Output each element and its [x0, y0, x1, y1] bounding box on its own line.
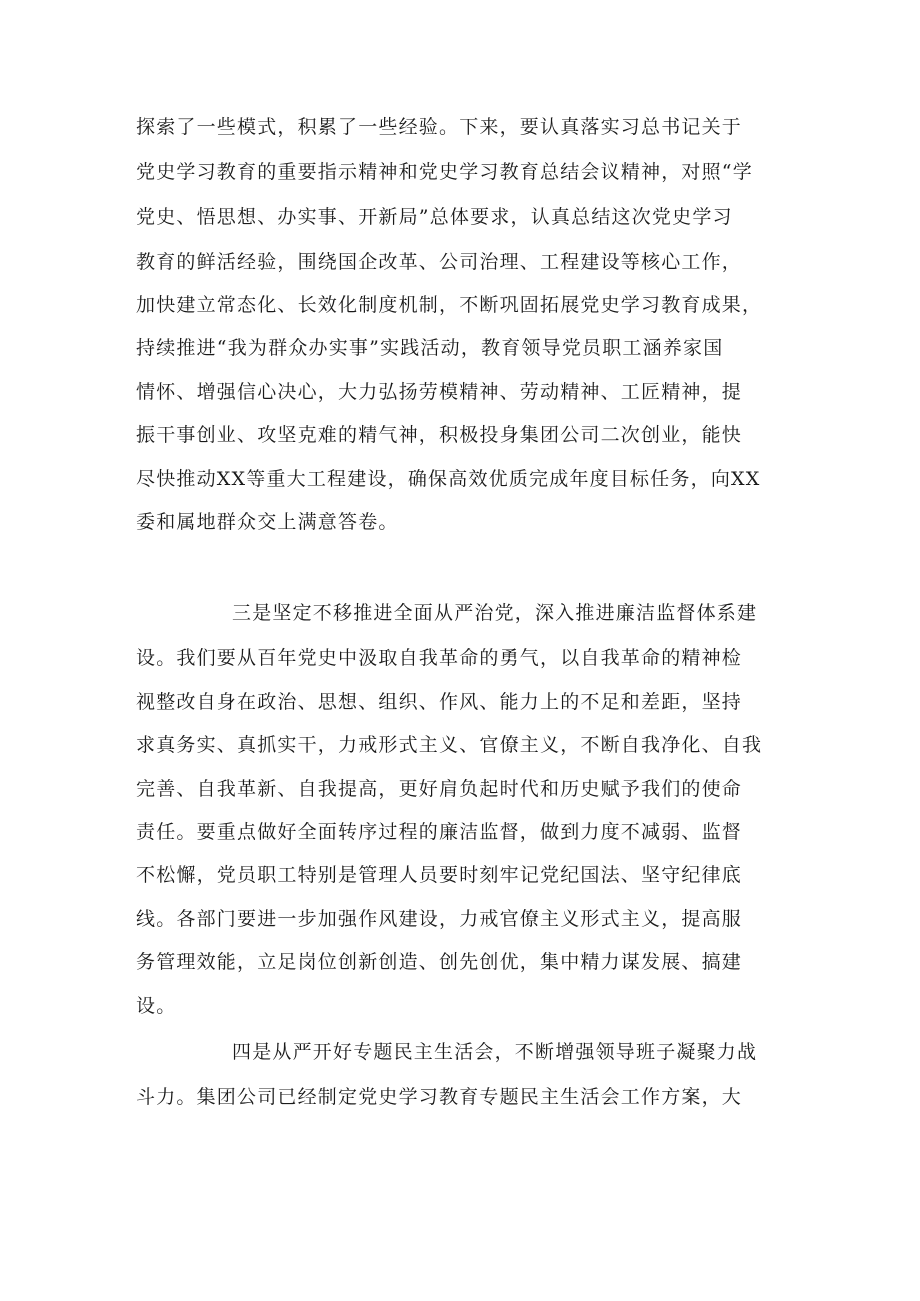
text-line: 情怀、增强信心决心，大力弘扬劳模精神、劳动精神、工匠精神，提 — [136, 381, 743, 403]
text-line: 完善、自我革新、自我提高，更好肩负起时代和历史赋予我们的使命 — [136, 778, 743, 800]
text-line: 求真务实、真抓实干，力戒形式主义、官僚主义，不断自我净化、自我 — [136, 734, 763, 756]
text-line: 教育的鲜活经验，围绕国企改革、公司治理、工程建设等核心工作， — [136, 251, 743, 273]
text-line: 振干事创业、攻坚克难的精气神，积极投身集团公司二次创业，能快 — [136, 424, 743, 446]
text-line: 不松懈，党员职工特别是管理人员要时刻牢记党纪国法、坚守纪律底 — [136, 864, 743, 886]
text-line: 视整改自身在政治、思想、组织、作风、能力上的不足和差距，坚持 — [136, 691, 743, 713]
text-line: 尽快推动XX等重大工程建设，确保高效优质完成年度目标任务，向XX — [136, 468, 761, 490]
text-line: 持续推进“我为群众办实事”实践活动，教育领导党员职工涵养家国 — [136, 337, 724, 359]
text-line: 党史学习教育的重要指示精神和党史学习教育总结会议精神，对照“学 — [136, 161, 753, 183]
text-line: 加快建立常态化、长效化制度机制，不断巩固拓展党史学习教育成果， — [136, 294, 763, 316]
text-line: 设。我们要从百年党史中汲取自我革命的勇气，以自我革命的精神检 — [136, 647, 743, 669]
text-line: 斗力。集团公司已经制定党史学习教育专题民主生活会工作方案，大 — [136, 1086, 743, 1108]
text-line: 探索了一些模式，积累了一些经验。下来，要认真落实习总书记关于 — [136, 116, 743, 138]
text-line: 设。 — [136, 995, 177, 1017]
text-line: 务管理效能，立足岗位创新创造、创先创优，集中精力谋发展、搞建 — [136, 951, 743, 973]
paragraph-start-line: 四是从严开好专题民主生活会，不断增强领导班子凝聚力战 — [232, 1041, 758, 1063]
paragraph-start-line: 三是坚定不移推进全面从严治党，深入推进廉洁监督体系建 — [232, 602, 758, 624]
text-line: 委和属地群众交上满意答卷。 — [136, 511, 399, 533]
text-line: 党史、悟思想、办实事、开新局”总体要求，认真总结这次党史学习 — [136, 206, 733, 228]
text-line: 责任。要重点做好全面转序过程的廉洁监督，做到力度不减弱、监督 — [136, 821, 743, 843]
text-line: 线。各部门要进一步加强作风建设，力戒官僚主义形式主义，提高服 — [136, 908, 743, 930]
